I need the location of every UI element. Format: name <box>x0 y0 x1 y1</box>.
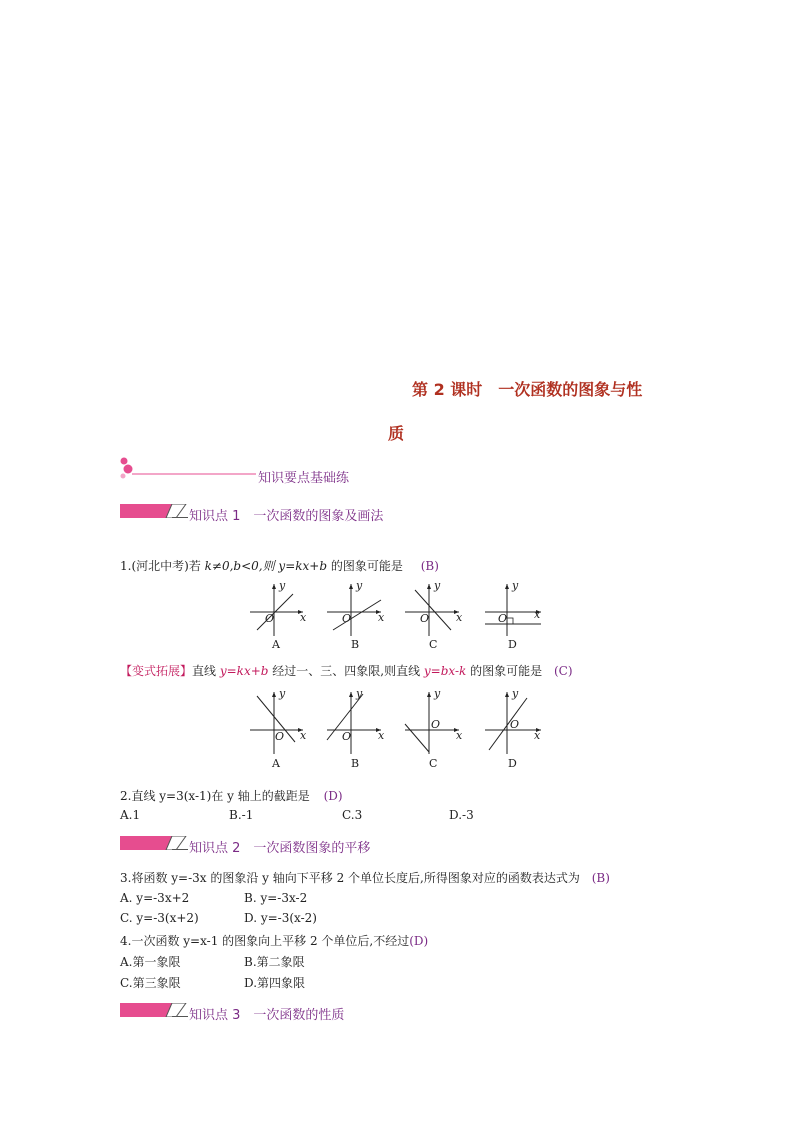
origin-label: O <box>420 612 430 625</box>
graph-c <box>405 584 459 636</box>
section-header-decoration <box>116 457 258 483</box>
graph-label-a: A <box>272 638 280 651</box>
ext-graph-a <box>250 692 303 754</box>
axis-x-label: x <box>300 729 307 742</box>
q4-option-c: C.第三象限 <box>120 976 181 990</box>
graph-label-d: D <box>508 638 517 651</box>
extension-label: 【变式拓展】 <box>120 664 193 678</box>
origin-label: O <box>498 612 508 625</box>
origin-label: O <box>510 718 520 731</box>
origin-label: O <box>275 730 285 743</box>
q3-option-a: A. y=-3x+2 <box>120 891 190 905</box>
axis-y-label: y <box>434 687 441 700</box>
ext-graph-label-c: C <box>429 757 438 770</box>
extension-question: 【变式拓展】直线 y=kx+b 经过一、三、四象限,则直线 y=bx-k 的图象可能是 (C) <box>120 664 573 678</box>
q2-option-a: A.1 <box>120 808 141 822</box>
section-header: 知识要点基础练 <box>258 471 350 486</box>
q3-option-d: D. y=-3(x-2) <box>244 911 317 925</box>
q4-option-b: B.第二象限 <box>244 955 305 969</box>
question-3: 3.将函数 y=-3x 的图象沿 y 轴向下平移 2 个单位长度后,所得图象对应的函数表达式为 (B) <box>120 871 610 885</box>
knowledge-point-1: 知识点 1 一次函数的图象及画法 <box>189 509 384 524</box>
q4-option-a: A.第一象限 <box>120 955 181 969</box>
ext-graph-label-b: B <box>351 757 360 770</box>
axis-y-label: y <box>279 687 286 700</box>
graph-label-b: B <box>351 638 360 651</box>
axis-x-label: x <box>378 611 385 624</box>
axis-y-label: y <box>512 579 519 592</box>
question-3-answer: (B) <box>591 871 610 885</box>
ext-graph-label-d: D <box>508 757 517 770</box>
q2-option-c: C.3 <box>342 808 363 822</box>
knowledge-point-3: 知识点 3 一次函数的性质 <box>189 1008 345 1023</box>
knowledge-point-bar <box>120 836 190 850</box>
axis-y-label: y <box>512 687 519 700</box>
question-2: 2.直线 y=3(x-1)在 y 轴上的截距是 (D) <box>120 789 343 803</box>
graph-a <box>250 584 303 636</box>
origin-label: O <box>431 718 441 731</box>
origin-label: O <box>265 612 275 625</box>
question-4-answer: (D) <box>409 934 429 948</box>
question-4: 4.一次函数 y=x-1 的图象向上平移 2 个单位后,不经过(D) <box>120 934 429 948</box>
q2-option-b: B.-1 <box>229 808 254 822</box>
q3-option-b: B. y=-3x-2 <box>244 891 308 905</box>
page-title: 第 2 课时 一次函数的图象与性 <box>412 380 643 399</box>
axis-x-label: x <box>378 729 385 742</box>
knowledge-point-bar <box>120 504 190 518</box>
axis-x-label: x <box>300 611 307 624</box>
q3-option-c: C. y=-3(x+2) <box>120 911 199 925</box>
axis-y-label: y <box>356 687 363 700</box>
origin-label: O <box>342 730 352 743</box>
knowledge-point-2: 知识点 2 一次函数图象的平移 <box>189 841 371 856</box>
extension-graphs <box>245 686 545 758</box>
ext-graph-b <box>327 692 381 754</box>
graph-b <box>327 584 381 636</box>
origin-label: O <box>342 612 352 625</box>
axis-x-label: x <box>534 729 541 742</box>
question-1: 1.(河北中考)若 k≠0,b<0,则 y=kx+b 的图象可能是 (B) <box>120 559 439 573</box>
axis-x-label: x <box>456 611 463 624</box>
axis-x-label: x <box>534 608 541 621</box>
q4-option-d: D.第四象限 <box>244 976 306 990</box>
axis-y-label: y <box>434 579 441 592</box>
question-1-answer: (B) <box>420 559 439 573</box>
page-title-continued: 质 <box>388 424 405 443</box>
graph-label-c: C <box>429 638 438 651</box>
axis-x-label: x <box>456 729 463 742</box>
q2-option-d: D.-3 <box>449 808 474 822</box>
question-2-answer: (D) <box>323 789 343 803</box>
ext-graph-label-a: A <box>272 757 280 770</box>
knowledge-point-bar <box>120 1003 190 1017</box>
axis-y-label: y <box>279 579 286 592</box>
extension-answer: (C) <box>553 664 573 678</box>
axis-y-label: y <box>356 579 363 592</box>
